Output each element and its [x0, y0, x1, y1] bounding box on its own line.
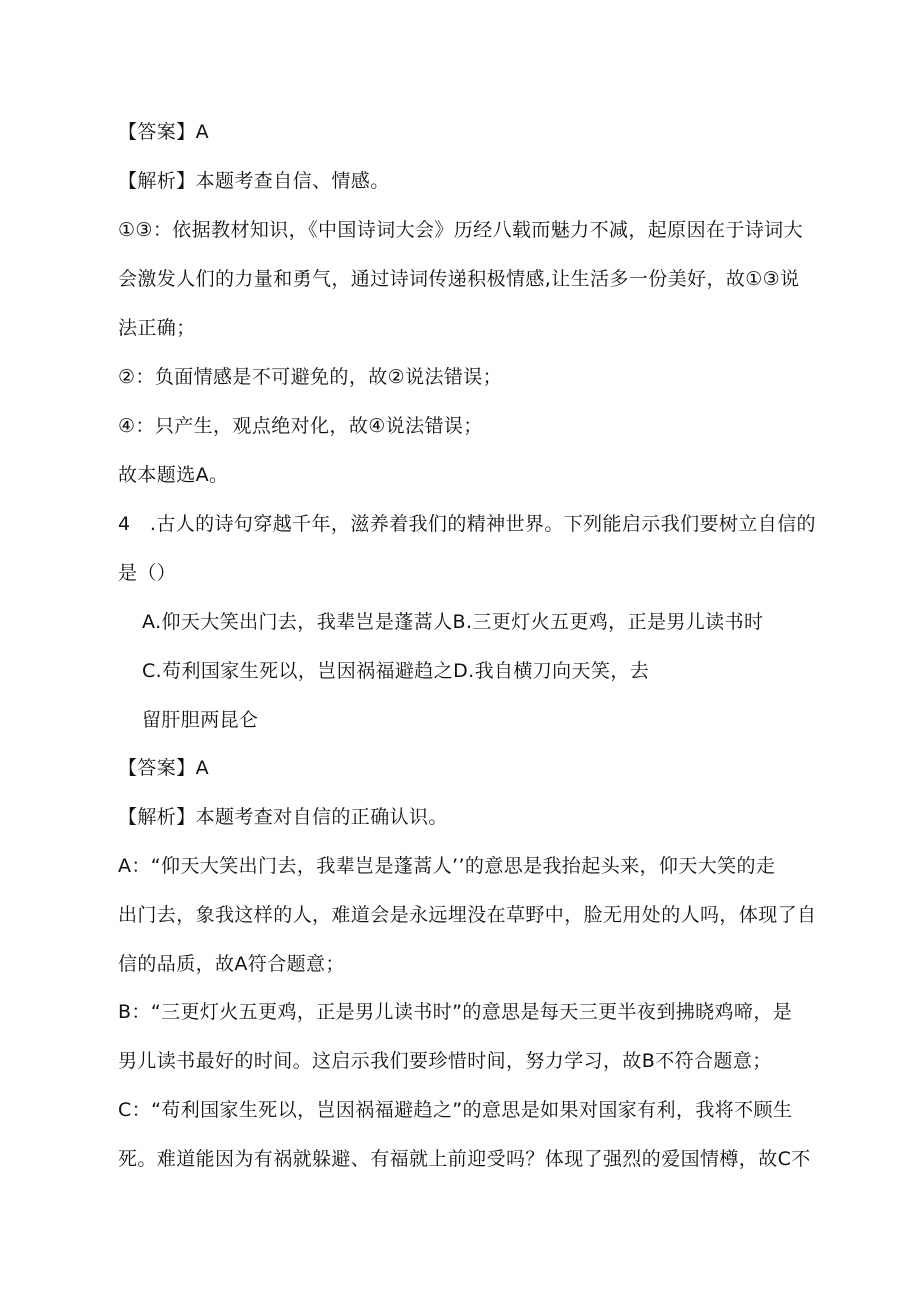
q4-analysis-c-line2: 死。难道能因为有祸就躲避、有福就上前迎受吗？体现了强烈的爱国情樽，故C不	[118, 1148, 811, 1170]
q3-analysis-item13-line3: 法正确；	[118, 317, 196, 339]
q3-answer: 【答案】A	[118, 121, 209, 143]
q4-option-d-continued: 留肝胆两昆仑	[142, 709, 259, 731]
q4-answer: 【答案】A	[118, 757, 209, 779]
q3-analysis-item2: ②：负面情感是不可避免的，故②说法错误；	[118, 366, 503, 388]
q4-analysis-title: 【解析】本题考查对自信的正确认识。	[118, 806, 448, 828]
q4-analysis-b-line1: B：“三更灯火五更鸡，正是男儿读书时”的意思是每天三更半夜到拂晓鸡啼，是	[118, 1001, 793, 1023]
q3-analysis-title: 【解析】本题考查自信、情感。	[118, 170, 390, 192]
q4-analysis-b-line2: 男儿读书最好的时间。这启示我们要珍惜时间，努力学习，故B不符合题意；	[118, 1050, 772, 1072]
q3-conclusion: 故本题选A。	[118, 464, 229, 486]
q3-analysis-item4: ④：只产生，观点绝对化，故④说法错误；	[118, 415, 483, 437]
q3-analysis-item13-line1: ①③：依据教材知识，《中国诗词大会》历经八载而魅力不减，起原因在于诗词大	[118, 219, 803, 241]
q3-analysis-item13-line2: 会激发人们的力量和勇气，通过诗词传递积极情感,让生活多一份美好，故①③说	[118, 268, 800, 290]
q4-analysis-c-line1: C：“苟利国家生死以，岂因祸福避趋之”的意思是如果对国家有利，我将不顾生	[118, 1099, 793, 1121]
q4-analysis-a-line3: 信的品质，故A符合题意；	[118, 953, 345, 975]
q4-analysis-a-line2: 出门去，象我这样的人，难道会是永远埋没在草野中，脸无用处的人吗，体现了自	[118, 904, 817, 926]
q4-options-c-d: C.苟利国家生死以，岂因祸福避趋之D.我自横刀向天笑，去	[142, 660, 650, 682]
q4-options-a-b: A.仰天大笑出门去，我辈岂是蓬蒿人B.三更灯火五更鸡，正是男儿读书时	[142, 611, 764, 633]
q4-stem-line2: 是（）	[118, 562, 177, 584]
q4-stem-line1: 4 .古人的诗句穿越千年，滋养着我们的精神世界。下列能启示我们要树立自信的	[118, 513, 816, 535]
q4-analysis-a-line1: A：“仰天大笑出门去，我辈岂是蓬蒿人’’的意思是我抬起头来，仰天大笑的走	[118, 855, 776, 877]
